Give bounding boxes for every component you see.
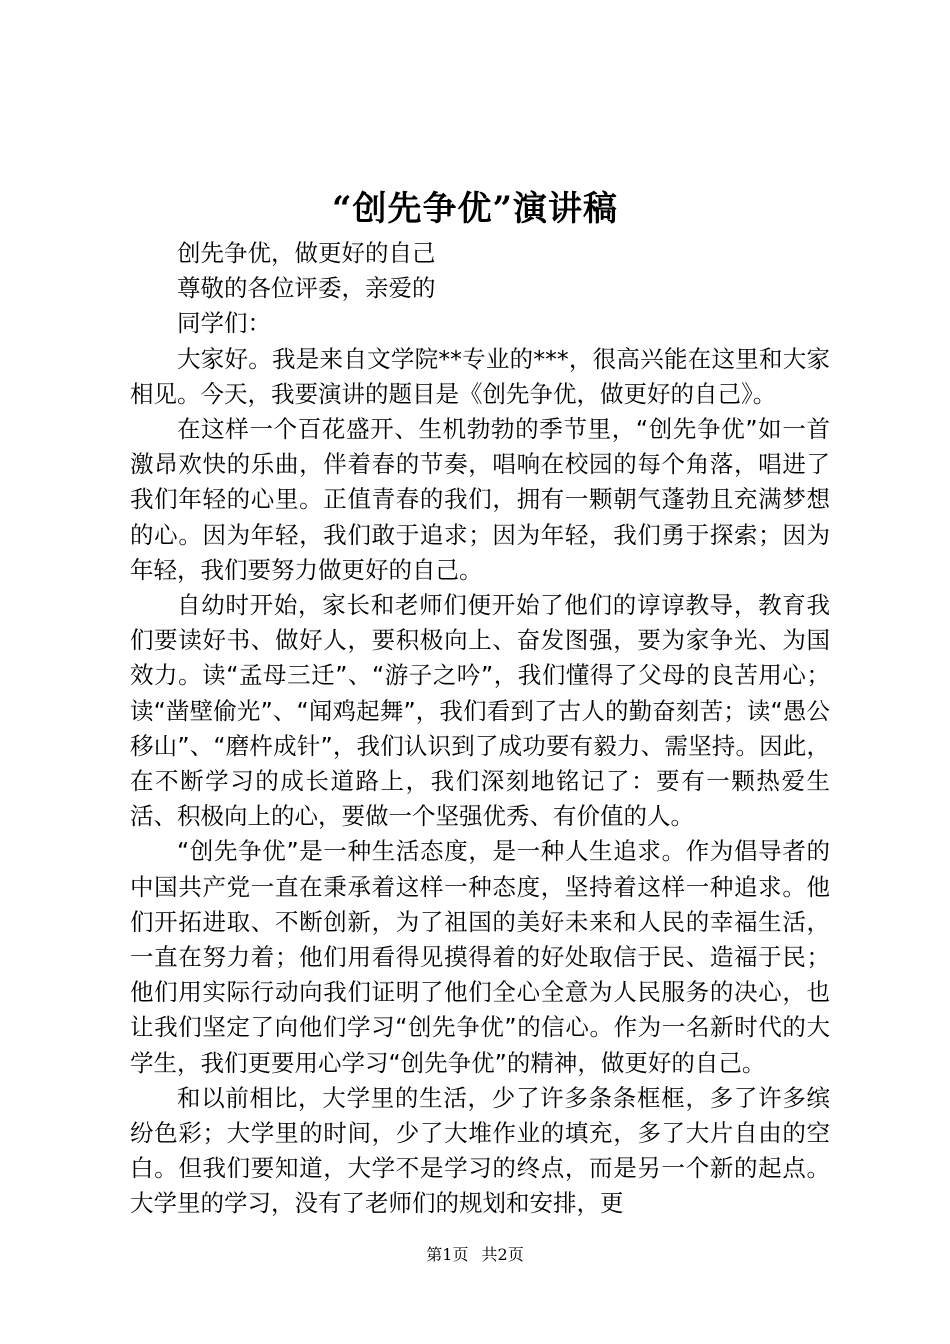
document-body	[130, 236, 830, 1222]
paragraph-attitude: “创先争优”是一种生活态度，是一种人生追求。作为倡导者的中国共产党一直在秉承着这样一种态度，坚持着这样一种追求。他们开拓进取、不断创新，为了祖国的美好未来和人民的幸福生活，一直在努力着；他们用看得见摸得着的好处取信于民、造福于民；他们用实际行动向我们证明了他们全心全意为人民服务的决心，也让我们坚定了向他们学习“创先争优”的信心。作为一名新时代的大学生，我们更要用心学习“创先争优”的精神，做更好的自己。	[130, 837, 830, 1077]
page-total: 共2页	[481, 1245, 524, 1264]
paragraph-salutation-2: 同学们：	[177, 309, 271, 338]
page-footer	[0, 1242, 950, 1265]
paragraph-subtitle: 创先争优，做更好的自己	[177, 239, 436, 267]
paragraph-intro: 大家好。我是来自文学院**专业的***，很高兴能在这里和大家相见。今天，我要演讲的题目是《创先争优，做更好的自己》。	[130, 344, 830, 408]
document-title: “创先争优”演讲稿	[331, 189, 619, 229]
paragraph-university: 和以前相比，大学里的生活，少了许多条条框框，多了许多缤纷色彩；大学里的时间，少了大堆作业的填充，多了大片自由的空白。但我们要知道，大学不是学习的终点，而是另一个新的起点。大学里的学习，没有了老师们的规划和安排，更	[130, 1083, 830, 1218]
paragraph-salutation-1: 尊敬的各位评委，亲爱的	[177, 274, 436, 303]
page-number: 第1页	[426, 1245, 469, 1264]
paragraph-season: 在这样一个百花盛开、生机勃勃的季节里，“创先争优”如一首激昂欢快的乐曲，伴着春的节奏，唱响在校园的每个角落，唱进了我们年轻的心里。正值青春的我们，拥有一颗朝气蓬勃且充满梦想的心。因为年轻，我们敢于追求；因为年轻，我们勇于探索；因为年轻，我们要努力做更好的自己。	[130, 415, 830, 584]
paragraph-childhood: 自幼时开始，家长和老师们便开始了他们的谆谆教导，教育我们要读好书、做好人，要积极向上、奋发图强，要为家争光、为国效力。读“孟母三迁”、“游子之吟”，我们懂得了父母的良苦用心；读“凿壁偷光”、“闻鸡起舞”，我们看到了古人的勤奋刻苦；读“愚公移山”、“磨杵成针”，我们认识到了成功要有毅力、需坚持。因此，在不断学习的成长道路上，我们深刻地铭记了：要有一颗热爱生活、积极向上的心，要做一个坚强优秀、有价值的人。	[130, 591, 830, 831]
